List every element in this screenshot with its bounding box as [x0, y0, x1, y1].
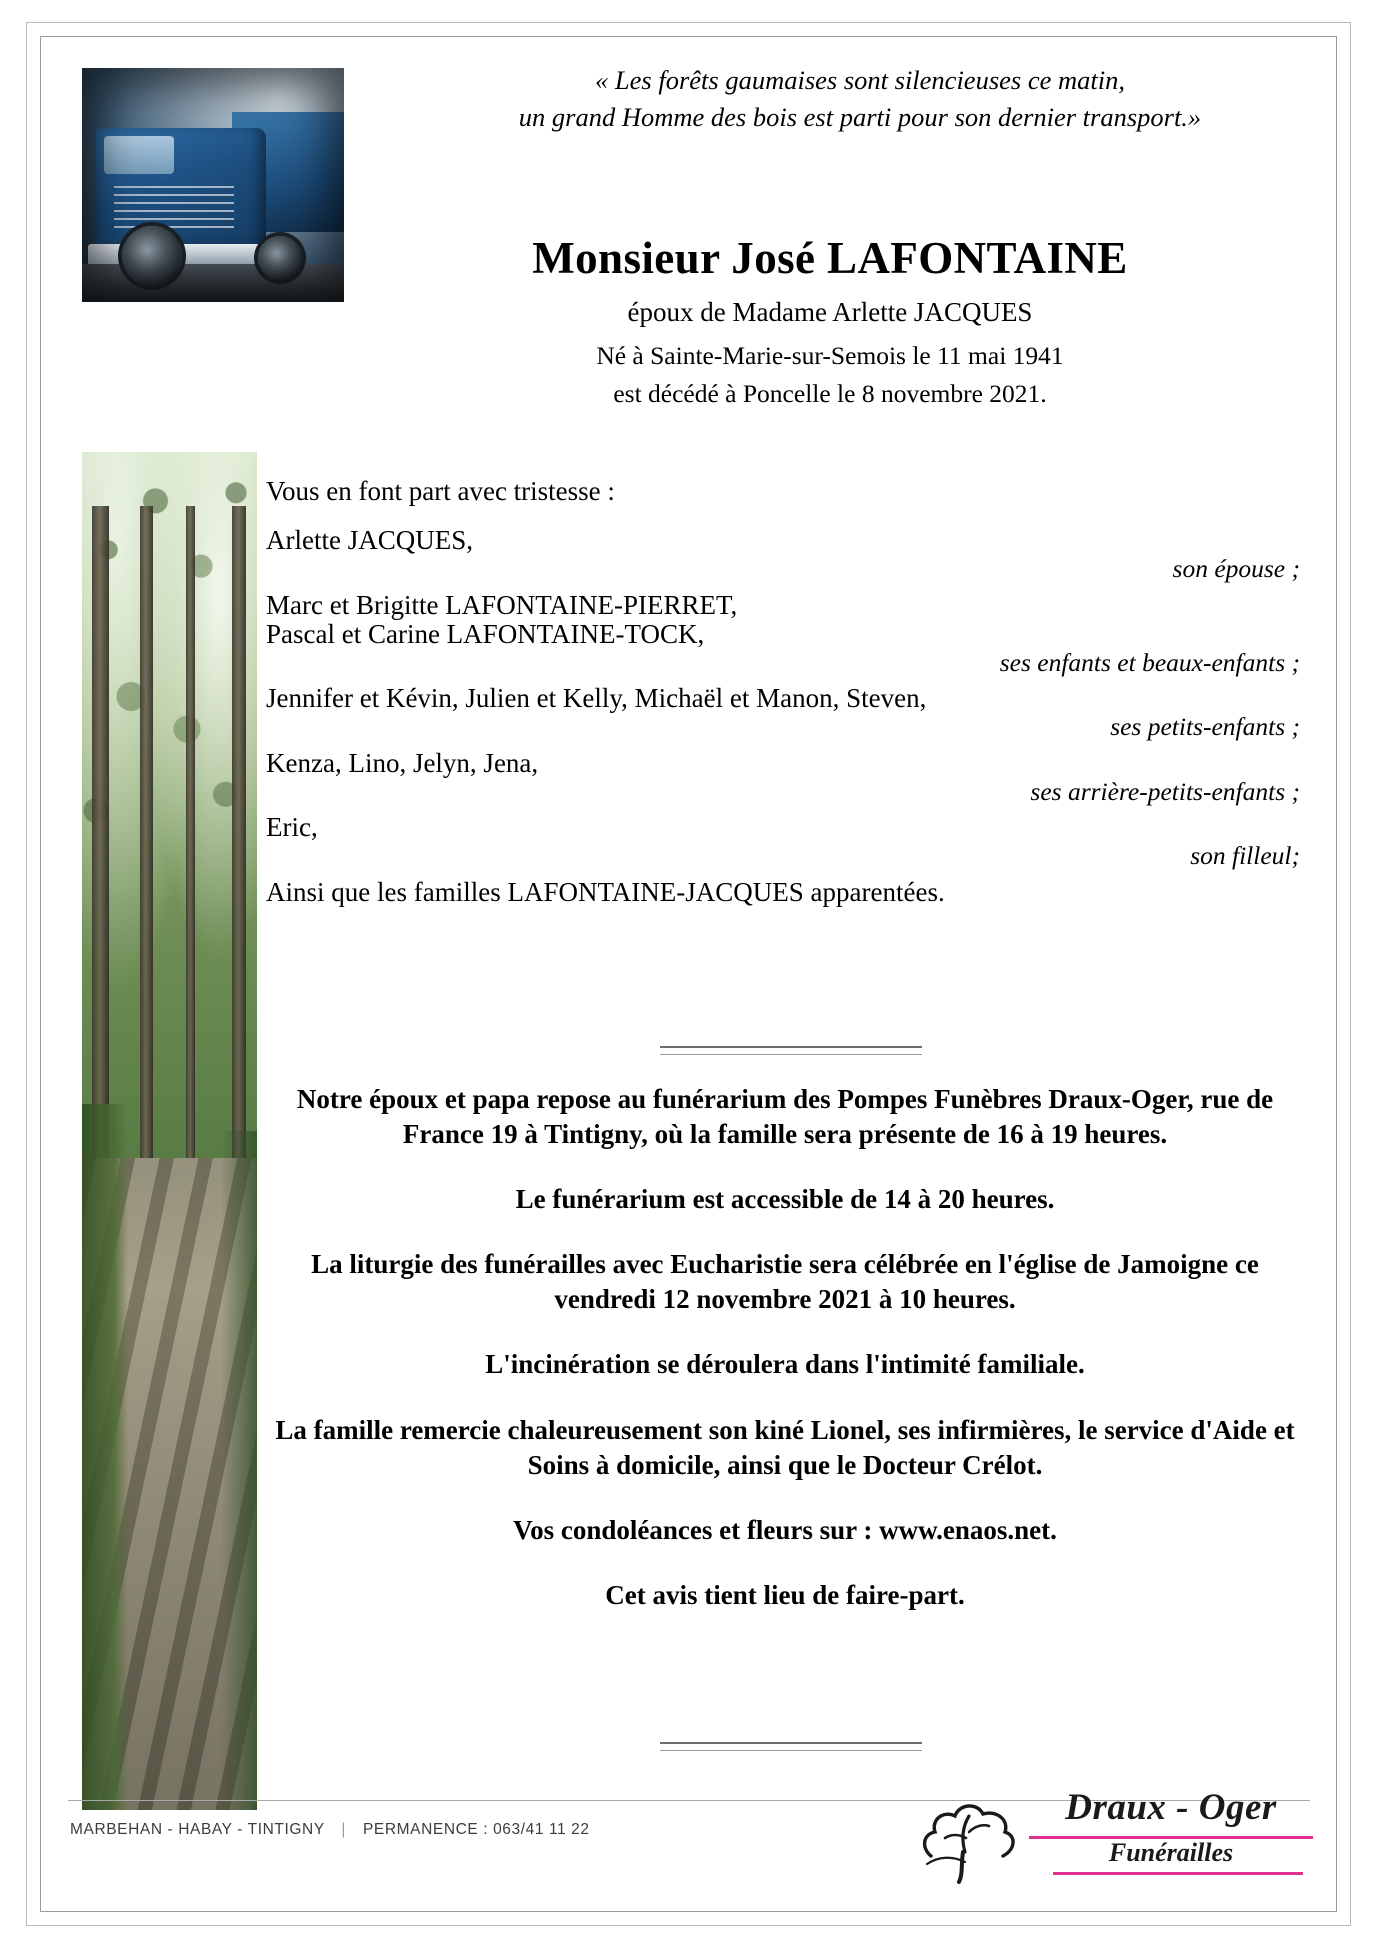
- photo-tree-trunk: [186, 506, 195, 1158]
- logo-accent-line-bottom: [1053, 1872, 1303, 1875]
- family-intro: Vous en font part avec tristesse :: [266, 476, 615, 506]
- ceremony-paragraph-5: La famille remercie chaleureusement son kiné Lionel, ses infirmières, le service d'Aide et Soins à domicile, ainsi que le Docteur Crélot.: [275, 1414, 1295, 1480]
- ceremony-paragraph-4: L'incinération se déroulera dans l'intimité familiale.: [485, 1349, 1085, 1380]
- family-great-grandchildren-role: ses arrière-petits-enfants ;: [1030, 776, 1300, 806]
- epitaph-quote: [420, 62, 1300, 135]
- quote-line-1: « Les forêts gaumaises sont silencieuses ce matin,: [595, 65, 1125, 95]
- photo-tree-trunk: [232, 506, 246, 1212]
- ceremony-paragraph-2: Le funérarium est accessible de 14 à 20 heures.: [515, 1184, 1055, 1215]
- family-children-role: ses enfants et beaux-enfants ;: [999, 647, 1300, 677]
- family-grandchildren: Jennifer et Kévin, Julien et Kelly, Michaël et Manon, Steven,: [266, 683, 927, 713]
- family-spouse-name: Arlette JACQUES,: [266, 525, 473, 555]
- footer-locations: MARBEHAN - HABAY - TINTIGNY: [70, 1821, 325, 1838]
- family-related-families: Ainsi que les familles LAFONTAINE-JACQUES apparentées.: [266, 876, 945, 907]
- ceremony-details: [270, 1082, 1300, 1613]
- family-announcement: [266, 478, 1306, 912]
- spouse-line: époux de Madame Arlette JACQUES: [627, 297, 1033, 327]
- footer-permanence: PERMANENCE : 063/41 11 22: [362, 1821, 590, 1838]
- family-great-grandchildren: Kenza, Lino, Jelyn, Jena,: [266, 747, 539, 778]
- logo-brand-subtitle: Funérailles: [1108, 1838, 1234, 1867]
- tree-icon: [913, 1786, 1023, 1886]
- quote-line-2: un grand Homme des bois est parti pour son dernier transport.»: [518, 101, 1202, 132]
- family-grandchildren-role: ses petits-enfants ;: [1110, 712, 1300, 741]
- company-logo: [903, 1780, 1303, 1896]
- ceremony-paragraph-1: Notre époux et papa repose au funérarium des Pompes Funèbres Draux-Oger, rue de France 19 à Tintigny, où la famille sera présente de 16 à 19 heures.: [296, 1084, 1274, 1150]
- family-children-line-1: Marc et Brigitte LAFONTAINE-PIERRET,: [266, 589, 738, 620]
- footer-separator: |: [341, 1821, 347, 1838]
- forest-path-photo: [82, 452, 257, 1810]
- family-godson-role: son filleul;: [1190, 841, 1300, 870]
- footer-contact: [70, 1821, 590, 1839]
- death-line: est décédé à Poncelle le 8 novembre 2021.: [613, 379, 1047, 408]
- photo-grass-right: [221, 1131, 257, 1810]
- photo-vignette: [82, 68, 344, 302]
- family-godson: Eric,: [266, 812, 318, 842]
- ceremony-condolences: Vos condoléances et fleurs sur : www.enaos.net.: [513, 1514, 1057, 1545]
- photo-grass-left: [82, 1104, 128, 1810]
- ceremony-notice: Cet avis tient lieu de faire-part.: [605, 1579, 965, 1610]
- birth-line: Né à Sainte-Marie-sur-Semois le 11 mai 1941: [596, 341, 1064, 370]
- family-children-line-2: Pascal et Carine LAFONTAINE-TOCK,: [266, 618, 705, 649]
- divider-top: [660, 1046, 922, 1055]
- truck-photo: [82, 68, 344, 302]
- deceased-name: Monsieur José LAFONTAINE: [532, 233, 1128, 283]
- ceremony-paragraph-3: La liturgie des funérailles avec Eucharistie sera célébrée en l'église de Jamoigne ce vendredi 12 novembre 2021 à 10 heures.: [311, 1249, 1259, 1315]
- logo-brand-name: Draux - Oger: [1065, 1787, 1277, 1828]
- photo-tree-trunk: [140, 506, 153, 1266]
- family-spouse-role: son épouse ;: [1172, 554, 1300, 583]
- divider-bottom: [660, 1742, 922, 1751]
